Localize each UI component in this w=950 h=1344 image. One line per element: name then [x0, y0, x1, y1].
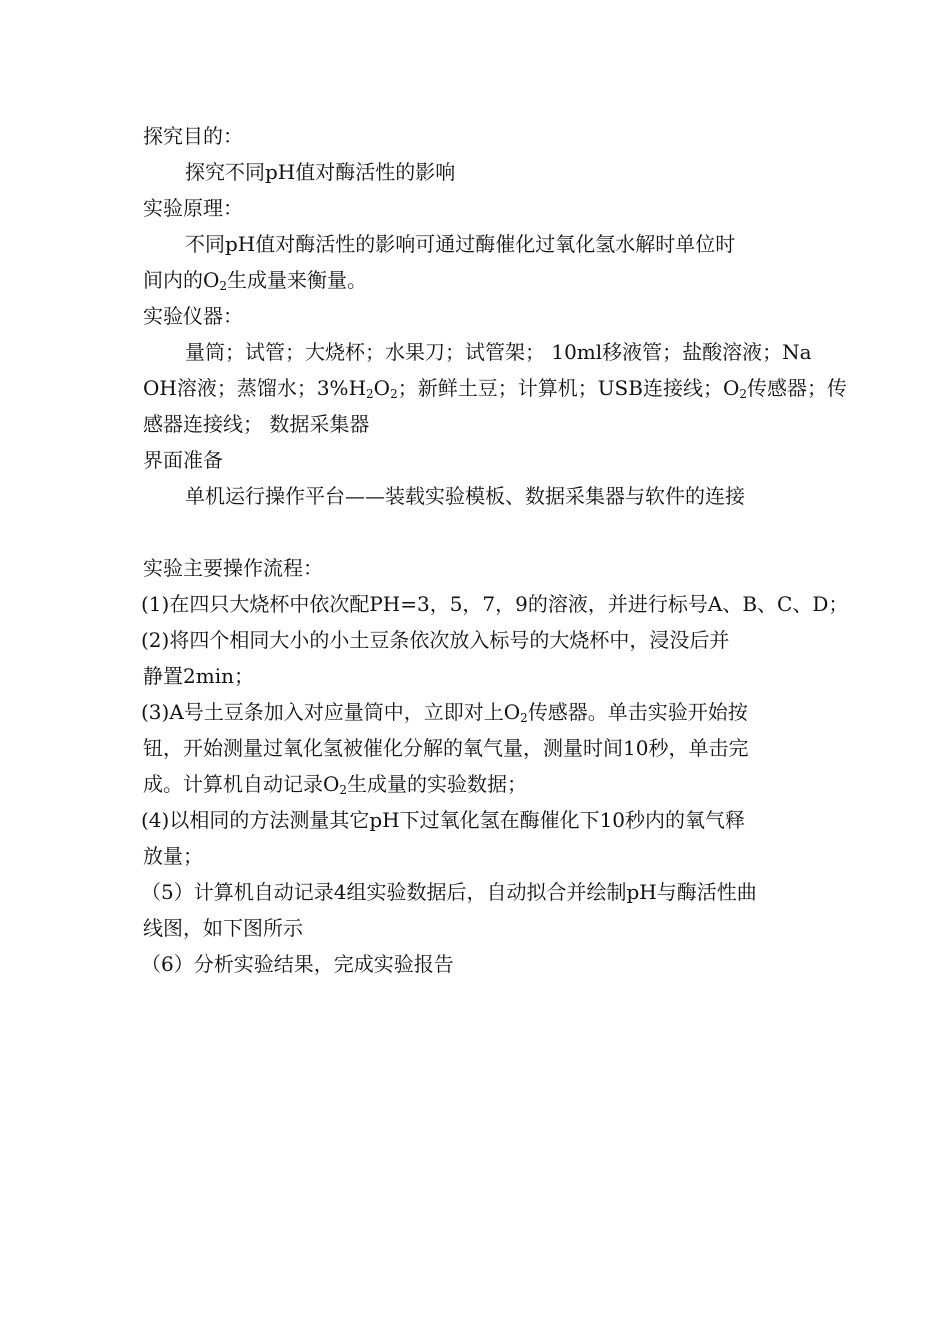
step-2-line1: (2)将四个相同大小的小土豆条依次放入标号的大烧杯中，浸没后并	[141, 628, 730, 652]
step-3-line3-pre: 成。计算机自动记录O	[143, 772, 340, 796]
principle-line2-pre: 间内的O	[143, 268, 220, 292]
step-5-line2: 线图，如下图所示	[143, 916, 303, 940]
step-5-line1: （5）计算机自动记录4组实验数据后，自动拟合并绘制pH与酶活性曲	[141, 880, 757, 904]
apparatus-line2-sub2: 2	[390, 387, 398, 401]
step-4-line2: 放量；	[143, 844, 203, 868]
apparatus-heading: 实验仪器：	[143, 304, 243, 328]
interface-text: 单机运行操作平台——装载实验模板、数据采集器与软件的连接	[185, 484, 745, 508]
step-3-line3	[143, 766, 815, 802]
step-3-line3-sub: 2	[339, 783, 348, 797]
step-3-line1-post: 传感器。单击实验开始按	[527, 700, 748, 724]
principle-text-line1: 不同pH值对酶活性的影响可通过酶催化过氧化氢水解时单位时	[185, 232, 736, 256]
apparatus-line2-a: OH溶液；蒸馏水；3%H	[143, 376, 367, 400]
purpose-heading: 探究目的：	[143, 124, 243, 148]
step-3-line2: 钮，开始测量过氧化氢被催化分解的氧气量，测量时间10秒，单击完	[143, 736, 749, 760]
step-3-line1	[141, 694, 815, 730]
step-3-line1-sub: 2	[520, 711, 528, 725]
step-6: （6）分析实验结果，完成实验报告	[141, 952, 454, 976]
apparatus-line2-sub1: 2	[366, 387, 374, 401]
apparatus-line1: 量筒；试管；大烧杯；水果刀；试管架； 10ml移液管；盐酸溶液；Na	[185, 340, 812, 364]
document-body	[141, 118, 849, 982]
step-4-line1: (4)以相同的方法测量其它pH下过氧化氢在酶催化下10秒内的氧气释	[141, 808, 746, 832]
principle-line2-sub: 2	[219, 279, 228, 293]
principle-text-line2	[143, 262, 815, 298]
procedure-heading: 实验主要操作流程：	[143, 556, 323, 580]
step-3-line3-post: 生成量的实验数据；	[347, 772, 528, 796]
apparatus-line3: 感器连接线； 数据采集器	[143, 412, 370, 436]
step-3-line1-pre: (3)A号土豆条加入对应量筒中，立即对上O	[141, 700, 521, 724]
apparatus-line2	[143, 370, 847, 406]
step-1: (1)在四只大烧杯中依次配PH=3，5，7，9的溶液，并进行标号A、B、C、D；	[141, 592, 849, 616]
principle-line2-post: 生成量来衡量。	[227, 268, 368, 292]
purpose-text: 探究不同pH值对酶活性的影响	[185, 160, 456, 184]
apparatus-line2-d: 传感器；传	[747, 376, 847, 400]
principle-heading: 实验原理：	[143, 196, 243, 220]
apparatus-line2-c: ；新鲜土豆；计算机；USB连接线；O	[397, 376, 740, 400]
step-2-line2: 静置2min；	[143, 664, 254, 688]
interface-heading: 界面准备	[143, 448, 223, 472]
apparatus-line2-b: O	[373, 376, 391, 400]
apparatus-line2-sub3: 2	[739, 387, 747, 401]
